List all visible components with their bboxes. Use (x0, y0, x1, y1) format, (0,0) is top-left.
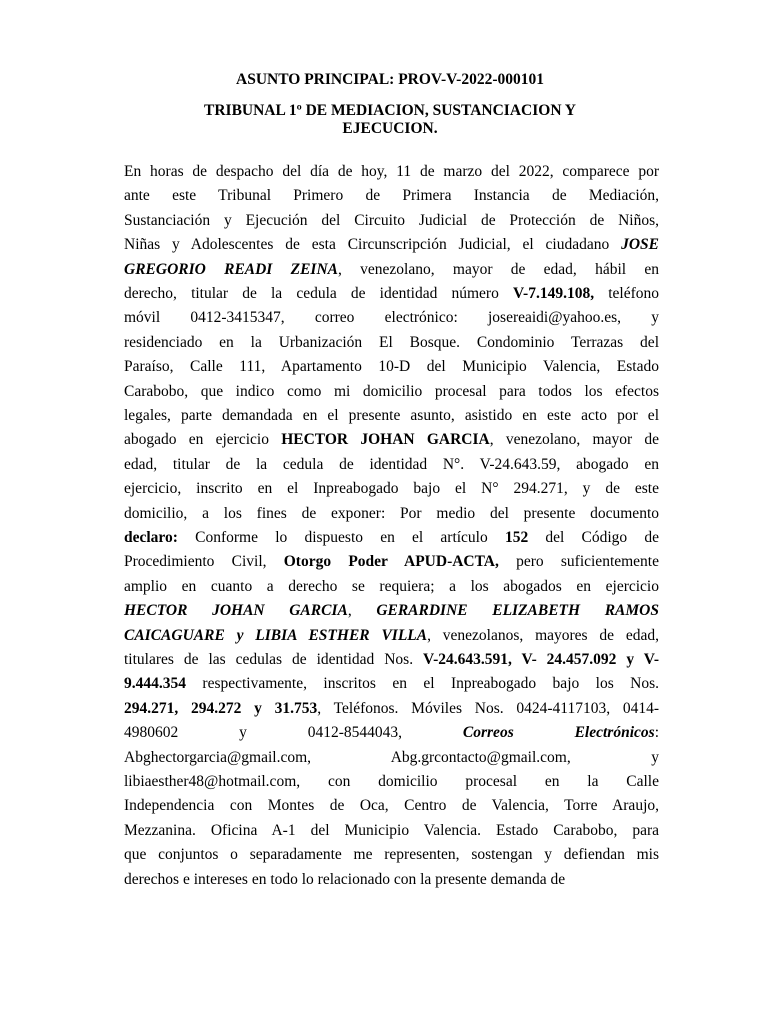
body-text-run: , (347, 602, 377, 620)
body-line (124, 502, 659, 526)
emphasized-text-run: Correos Electrónicos (462, 724, 655, 742)
emphasized-text-run: Otorgo Poder APUD-ACTA, (283, 553, 499, 571)
body-text-run: Abghectorgarcia@gmail.com, Abg.grcontacto@gmail.com, y (124, 748, 659, 766)
body-line (124, 599, 659, 623)
body-text-run: abogado en ejercicio (124, 431, 282, 449)
body-text-run: domicilio, a los fines de exponer: Por medio del presente documento (124, 504, 659, 522)
body-text-run: legales, parte demandada en el presente asunto, asistido en este acto por el (124, 407, 659, 424)
body-line (124, 794, 659, 818)
body-line (124, 184, 659, 208)
emphasized-text-run: GREGORIO READI ZEINA (124, 260, 338, 278)
body-text-run: En horas de despacho del día de hoy, 11 de marzo del 2022, comparece por (124, 163, 659, 180)
body-text-run: Paraíso, Calle 111, Apartamento 10-D del Municipio Valencia, Estado (124, 358, 659, 376)
emphasized-text-run: HECTOR JOHAN GARCIA (281, 431, 490, 449)
body-text-run: : (654, 724, 659, 742)
body-line (124, 746, 659, 770)
emphasized-text-run: declaro: (124, 529, 178, 546)
body-line (124, 843, 659, 867)
body-line (124, 697, 659, 721)
body-line (124, 380, 659, 404)
body-line (124, 550, 659, 574)
body-line (124, 258, 659, 282)
emphasized-text-run: V-7.149.108, (512, 285, 595, 302)
body-text-run: edad, titular de la cedula de identidad N°. V-24.643.59, abogado en (124, 455, 659, 473)
body-line (124, 672, 659, 696)
body-line (124, 721, 659, 745)
body-text-run: amplio en cuanto a derecho se requiera; a los abogados en ejercicio (124, 577, 659, 595)
emphasized-text-run: 152 (504, 529, 529, 546)
body-text-run: Sustanciación y Ejecución del Circuito Judicial de Protección de Niños, (124, 211, 659, 229)
body-line (124, 868, 659, 892)
body-text-run: derecho, titular de la cedula de identidad número (124, 285, 513, 302)
body-text-run: que conjuntos o separadamente me representen, sostengan y defiendan mis (124, 846, 659, 864)
body-text-run: Niñas y Adolescentes de esta Circunscripción Judicial, el ciudadano (124, 236, 622, 254)
body-line (124, 404, 659, 428)
body-text-run: teléfono (594, 285, 660, 302)
body-text-run: , venezolano, mayor de edad, hábil en (338, 260, 659, 278)
body-line (124, 282, 659, 306)
body-text-run: Mezzanina. Oficina A-1 del Municipio Valencia. Estado Carabobo, para (124, 821, 659, 839)
emphasized-text-run: GERARDINE ELIZABETH RAMOS (376, 602, 659, 620)
body-text-run: libiaesther48@hotmail.com, con domicilio procesal en la Calle (124, 773, 659, 790)
body-line (124, 770, 659, 794)
body-line (124, 624, 659, 648)
body-text-run: , venezolano, mayor de (489, 431, 659, 449)
body-text-run: derechos e intereses en todo lo relacionado con la presente demanda de (124, 870, 566, 888)
body-line (124, 477, 659, 501)
body-text-run: pero suficientemente (498, 553, 659, 571)
body-line (124, 306, 659, 330)
emphasized-text-run: V-24.643.591, V- 24.457.092 y V- (423, 651, 659, 668)
document-title: ASUNTO PRINCIPAL: PROV-V-2022-000101 (236, 71, 544, 88)
body-text-run: Carabobo, que indico como mi domicilio procesal para todos los efectos (124, 382, 659, 400)
body-text-run: ante este Tribunal Primero de Primera Instancia de Mediación, (124, 187, 659, 205)
body-line (124, 160, 659, 184)
body-text-run: Independencia con Montes de Oca, Centro de Valencia, Torre Araujo, (124, 797, 659, 815)
body-text-run: residenciado en la Urbanización El Bosque. Condominio Terrazas del (124, 333, 659, 351)
body-line (124, 526, 659, 550)
emphasized-text-run: 9.444.354 (124, 675, 186, 693)
emphasized-text-run: JOSE (621, 236, 659, 254)
body-text-run: Conforme lo dispuesto en el artículo (177, 529, 505, 546)
body-text-run: del Código de (528, 529, 659, 546)
body-text-run: titulares de las cedulas de identidad Nos. (124, 651, 424, 668)
body-line (124, 648, 659, 672)
body-text-run: 4980602 y 0412-8544043, (124, 724, 463, 742)
body-text-run: respectivamente, inscritos en el Inpreabogado bajo los Nos. (186, 675, 659, 693)
body-line (124, 453, 659, 477)
court-name-line-1: TRIBUNAL 1º DE MEDIACION, SUSTANCIACION Y (204, 102, 576, 119)
body-line (124, 233, 659, 257)
body-text-run: ejercicio, inscrito en el Inpreabogado bajo el N° 294.271, y de este (124, 480, 659, 498)
body-line (124, 209, 659, 233)
body-line (124, 428, 659, 452)
emphasized-text-run: HECTOR JOHAN GARCIA (124, 602, 348, 620)
court-name-line-2: EJECUCION. (342, 120, 438, 137)
body-line (124, 355, 659, 379)
emphasized-text-run: CAICAGUARE y LIBIA ESTHER VILLA (124, 626, 428, 644)
emphasized-text-run: 294.271, 294.272 y 31.753 (124, 699, 318, 717)
body-line (124, 331, 659, 355)
body-text-run: Procedimiento Civil, (124, 553, 284, 571)
body-text-run: , venezolanos, mayores de edad, (427, 626, 659, 644)
body-text-run: , Teléfonos. Móviles Nos. 0424-4117103, 0414- (317, 699, 660, 717)
body-text-run: móvil 0412-3415347, correo electrónico: josereaidi@yahoo.es, y (124, 309, 659, 327)
body-line (124, 819, 659, 843)
body-line (124, 575, 659, 599)
